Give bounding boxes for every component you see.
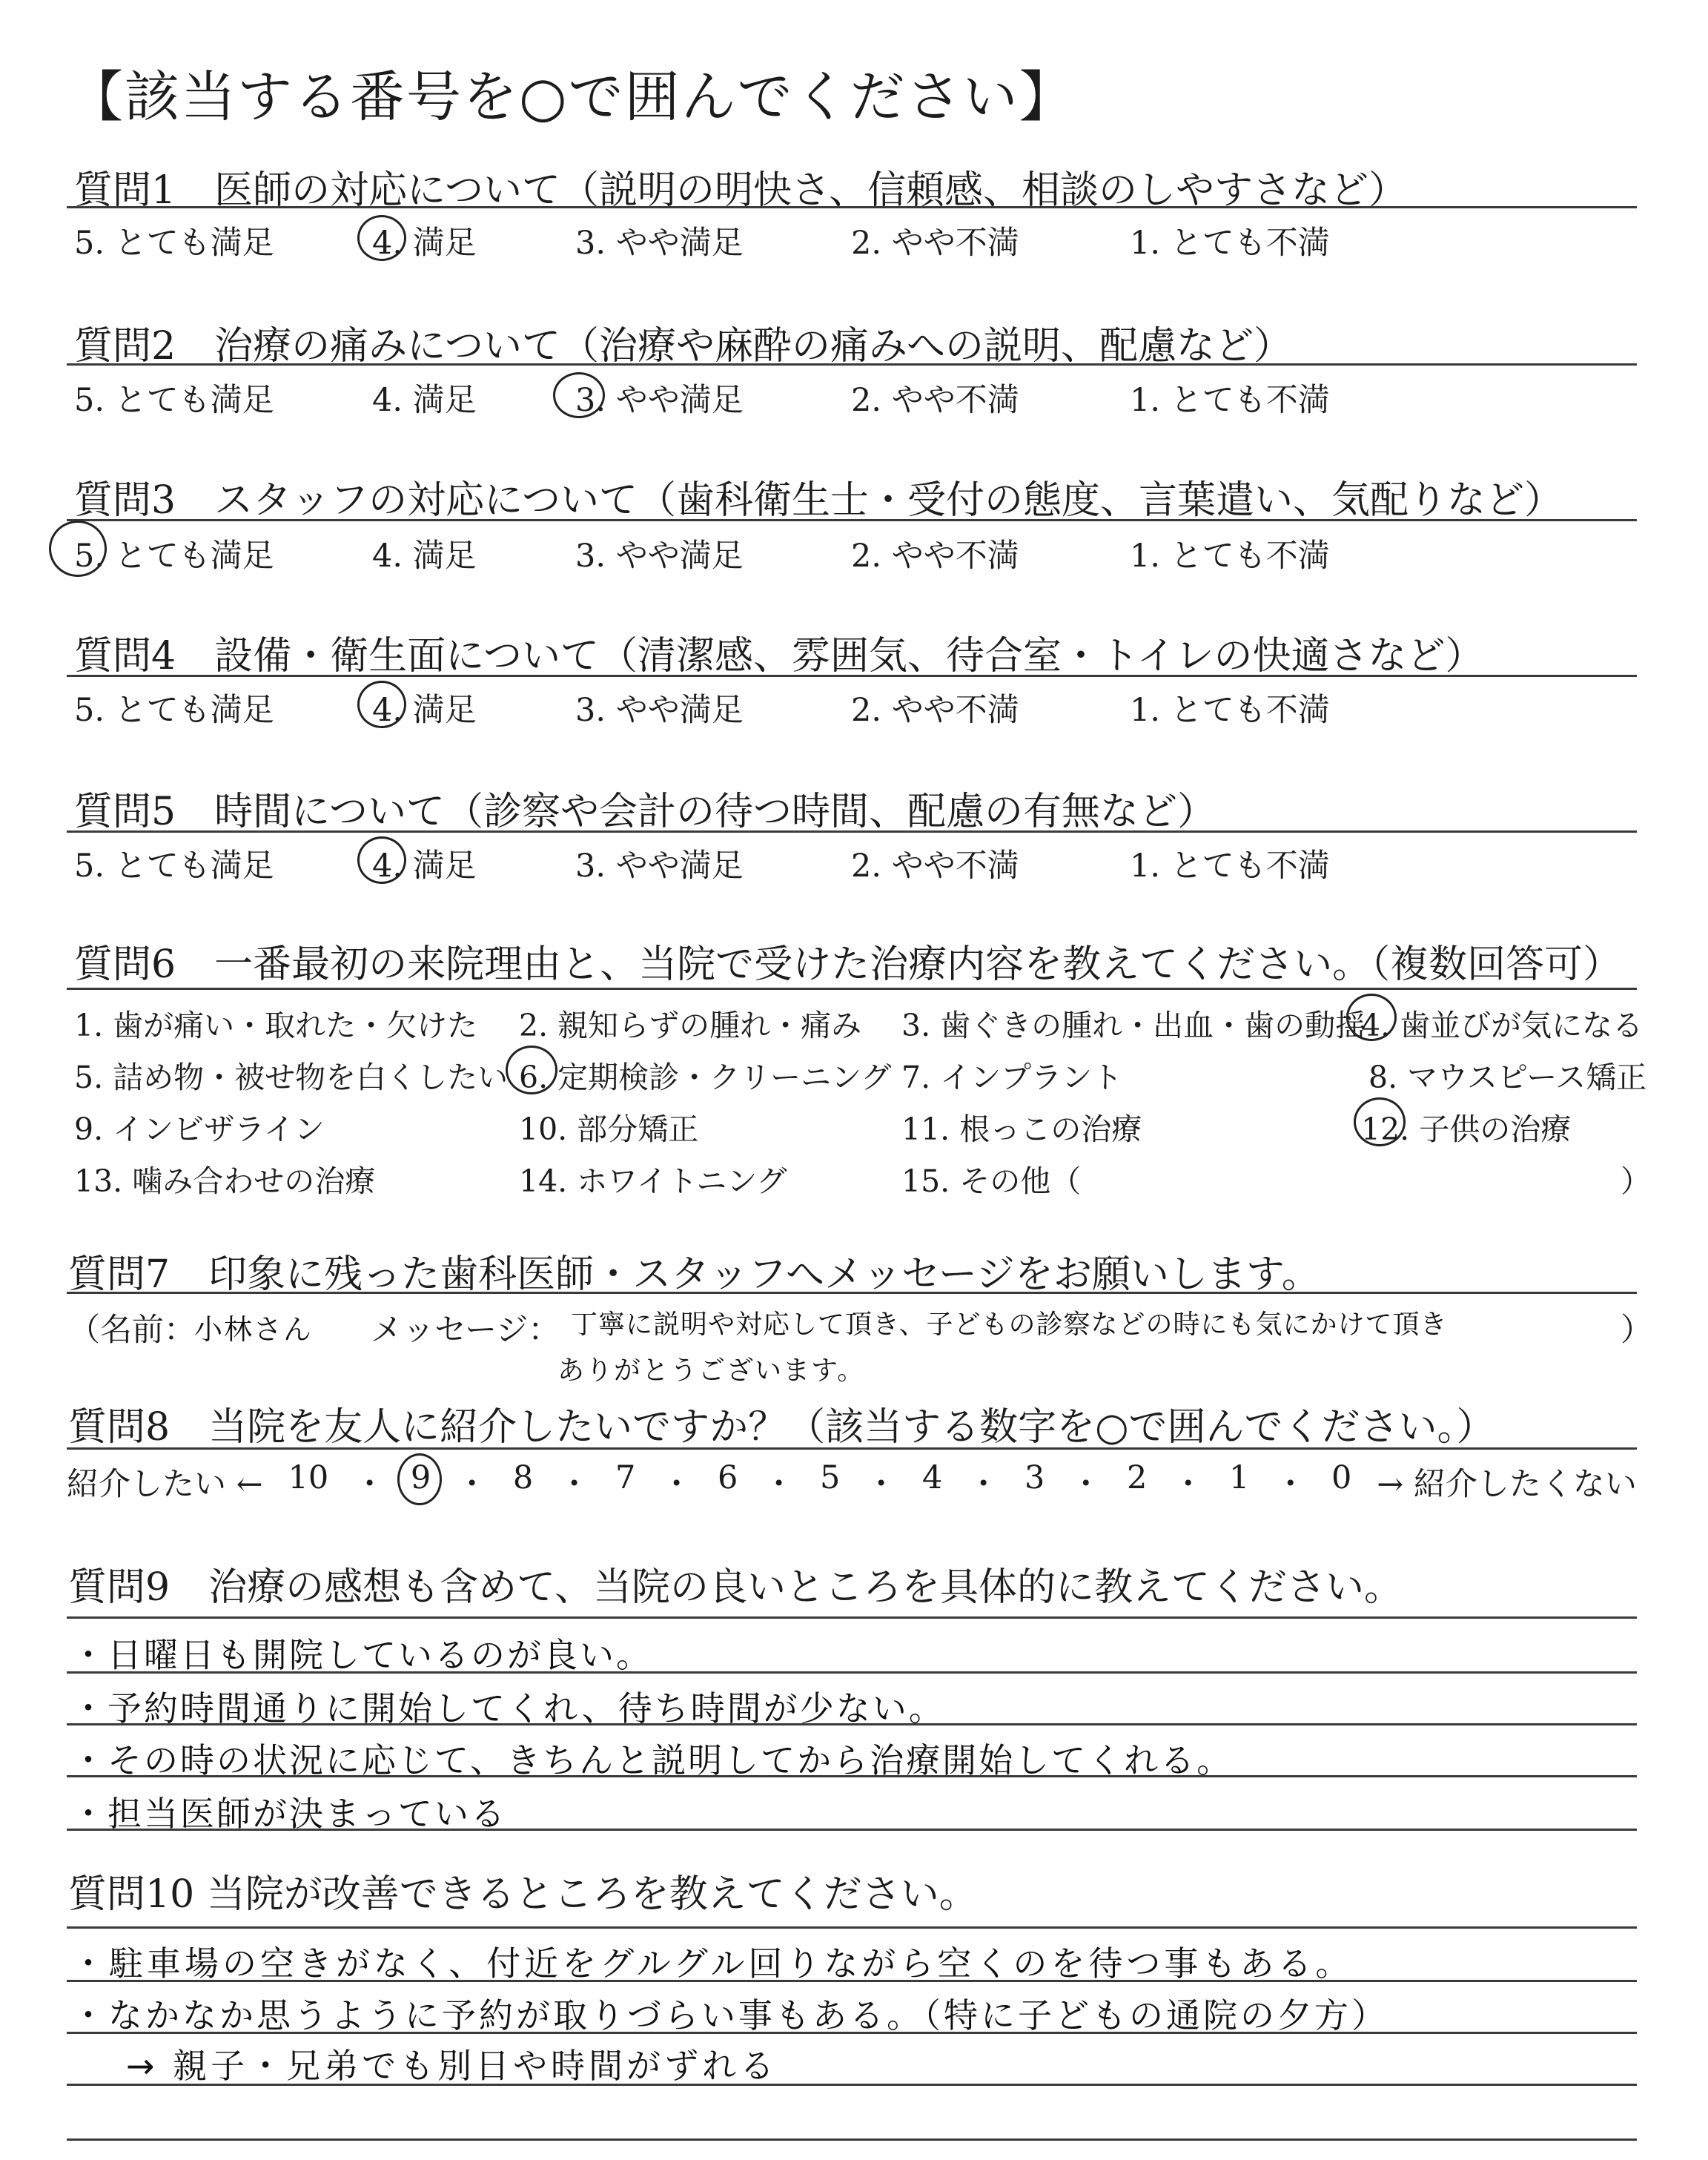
q8-left-label: 紹介したい ← [67,1466,263,1503]
q1-rule [67,206,1637,208]
q3-option-3[interactable]: 3. やや満足 [575,538,744,575]
q8-scale-dot: ・ [558,1466,591,1503]
q5-option-1[interactable]: 1. とても不満 [1130,848,1330,885]
q3-option-5[interactable]: 5. とても満足 [74,538,274,575]
q3-heading: 質問3 スタッフの対応について（歯科衛生士・受付の態度、言葉遣い、気配りなど） [74,478,1563,523]
q3-option-1[interactable]: 1. とても不満 [1130,538,1330,575]
q6-other-close-paren: ） [1621,1163,1651,1199]
q5-rule [67,830,1637,833]
q2-rule [67,363,1637,366]
q2-option-2[interactable]: 2. やや不満 [851,382,1019,419]
q8-scale-dot: ・ [763,1466,795,1503]
q7-message-label: メッセージ： [371,1312,560,1349]
q8-scale-dot: ・ [1070,1466,1102,1503]
q5-option-2[interactable]: 2. やや不満 [851,848,1019,885]
page-title: 【該当する番号を○で囲んでください】 [68,65,1076,129]
q6-heading: 質問6 一番最初の来院理由と、当院で受けた治療内容を教えてください。（複数回答可） [74,942,1622,987]
q1-selection-circle [357,215,406,261]
q8-rule [67,1447,1637,1450]
q1-option-3[interactable]: 3. やや満足 [575,225,744,262]
q3-rule [67,519,1637,521]
q5-option-5[interactable]: 5. とても満足 [74,848,274,885]
q1-option-2[interactable]: 2. やや不満 [851,225,1019,262]
q7-message-line-2[interactable]: ありがとうございます。 [557,1355,866,1386]
q8-scale-8[interactable]: 8 [512,1459,534,1496]
q9-heading: 質問9 治療の感想も含めて、当院の良いところを具体的に教えてください。 [68,1565,1403,1610]
q1-heading: 質問1 医師の対応について（説明の明快さ、信頼感、相談のしやすさなど） [74,168,1407,213]
q7-message-line-1[interactable]: 丁寧に説明や対応して頂き、子どもの診察などの時にも気にかけて頂き [571,1309,1448,1340]
q8-right-label: → 紹介したくない [1377,1466,1637,1503]
q8-scale-3[interactable]: 3 [1025,1459,1045,1496]
q2-option-5[interactable]: 5. とても満足 [74,382,274,419]
q6-option-4[interactable]: 4. 歯並びが気になる [1361,1008,1644,1043]
q4-option-5[interactable]: 5. とても満足 [74,692,274,729]
q4-heading: 質問4 設備・衛生面について（清潔感、雰囲気、待合室・トイレの快適さなど） [74,634,1484,678]
q6-option-2[interactable]: 2. 親知らずの腫れ・痛み [519,1008,862,1043]
q1-option-4[interactable]: 4. 満足 [372,225,477,262]
q8-scale-dot: ・ [1172,1466,1205,1503]
q8-scale-7[interactable]: 7 [615,1459,636,1496]
q1-option-5[interactable]: 5. とても満足 [74,225,274,262]
q9-answer-2[interactable]: ・予約時間通りに開始してくれ、待ち時間が少ない。 [71,1688,945,1728]
q1-option-1[interactable]: 1. とても不満 [1130,225,1330,262]
q8-scale-dot: ・ [661,1466,693,1503]
q6-option-8[interactable]: 8. マウスピース矯正 [1368,1060,1647,1095]
q8-scale-1[interactable]: 1 [1229,1459,1250,1496]
q6-option-9[interactable]: 9. インビザライン [74,1112,325,1147]
q4-rule [67,675,1637,677]
q10-rule-5 [67,2138,1637,2141]
q5-heading: 質問5 時間について（診察や会計の待つ時間、配慮の有無など） [74,790,1217,834]
q6-option-1[interactable]: 1. 歯が痛い・取れた・欠けた [74,1008,478,1043]
q9-answer-1[interactable]: ・日曜日も開院しているのが良い。 [71,1635,652,1675]
q2-selection-circle [553,372,605,418]
q2-option-1[interactable]: 1. とても不満 [1130,382,1330,419]
q8-scale-dot: ・ [1274,1466,1307,1503]
q8-scale-0[interactable]: 0 [1331,1459,1352,1496]
q8-scale-dot: ・ [967,1466,1000,1503]
q7-name-label: （名前： [68,1312,196,1349]
q4-option-2[interactable]: 2. やや不満 [851,692,1019,729]
q10-answer-2[interactable]: ・なかなか思うように予約が取りづらい事もある。（特に子どもの通院の夕方） [71,1995,1388,2035]
q6-option-12[interactable]: 12. 子供の治療 [1361,1112,1572,1147]
q7-close-paren: ） [1621,1312,1652,1349]
q4-option-3[interactable]: 3. やや満足 [575,692,744,729]
q3-option-2[interactable]: 2. やや不満 [851,538,1019,575]
q8-scale-dot: ・ [354,1466,386,1503]
q8-scale-dot: ・ [456,1466,489,1503]
q3-selection-circle [49,521,107,577]
q8-scale-4[interactable]: 4 [921,1459,943,1496]
q6-option-6[interactable]: 6. 定期検診・クリーニング [519,1060,892,1095]
q9-answer-3[interactable]: ・その時の状況に応じて、きちんと説明してから治療開始してくれる。 [71,1740,1234,1780]
q9-answer-4[interactable]: ・担当医師が決まっている [71,1794,507,1834]
q5-selection-circle [357,836,406,884]
q6-option-11[interactable]: 11. 根っこの治療 [901,1112,1142,1147]
q2-option-4[interactable]: 4. 満足 [372,382,477,419]
q7-rule [67,1292,1637,1294]
q9-rule-1 [67,1616,1637,1619]
q6-rule [67,988,1637,990]
q3-option-4[interactable]: 4. 満足 [372,538,477,575]
q8-scale-6[interactable]: 6 [717,1459,738,1496]
q7-name-value[interactable]: 小林さん [194,1313,314,1346]
q8-scale-5[interactable]: 5 [819,1459,841,1496]
q6-selection-circle-12 [1354,1097,1406,1146]
q6-option-15[interactable]: 15. その他（ [901,1163,1082,1199]
q2-heading: 質問2 治療の痛みについて（治療や麻酔の痛みへの説明、配慮など） [74,324,1293,369]
q8-scale-2[interactable]: 2 [1127,1459,1148,1496]
q10-answer-3[interactable]: → 親子・兄弟でも別日や時間がずれる [126,2046,778,2086]
q8-scale-10[interactable]: 10 [288,1459,329,1496]
q8-selection-circle [397,1453,442,1505]
q10-heading: 質問10 当院が改善できるところを教えてください。 [68,1872,978,1917]
q10-rule-1 [67,1926,1637,1929]
q10-answer-1[interactable]: ・駐車場の空きがなく、付近をグルグル回りながら空くのを待つ事もある。 [71,1943,1354,1984]
q8-scale-9[interactable]: 9 [411,1459,431,1505]
q6-option-3[interactable]: 3. 歯ぐきの腫れ・出血・歯の動揺 [901,1008,1366,1043]
q5-option-4[interactable]: 4. 満足 [372,848,477,885]
q6-selection-circle-4 [1346,994,1397,1041]
q5-option-3[interactable]: 3. やや満足 [575,848,744,885]
q6-option-5[interactable]: 5. 詰め物・被せ物を白くしたい [74,1060,509,1095]
q2-option-3[interactable]: 3. やや満足 [575,382,744,419]
q6-option-7[interactable]: 7. インプラント [901,1060,1123,1095]
q6-option-14[interactable]: 14. ホワイトニング [519,1163,787,1199]
q6-selection-circle-6 [506,1046,557,1094]
q4-selection-circle [357,681,406,728]
q6-option-13[interactable]: 13. 噛み合わせの治療 [74,1163,376,1199]
q7-heading: 質問7 印象に残った歯科医師・スタッフへメッセージをお願いします。 [68,1252,1320,1297]
q4-option-4[interactable]: 4. 満足 [372,692,477,729]
q8-heading: 質問8 当院を友人に紹介したいですか？（該当する数字を○で囲んでください。） [68,1405,1495,1450]
q6-option-10[interactable]: 10. 部分矯正 [519,1112,699,1147]
q8-scale-dot: ・ [865,1466,898,1503]
q8-recommend-scale [67,1459,1637,1505]
q4-option-1[interactable]: 1. とても不満 [1130,692,1330,729]
